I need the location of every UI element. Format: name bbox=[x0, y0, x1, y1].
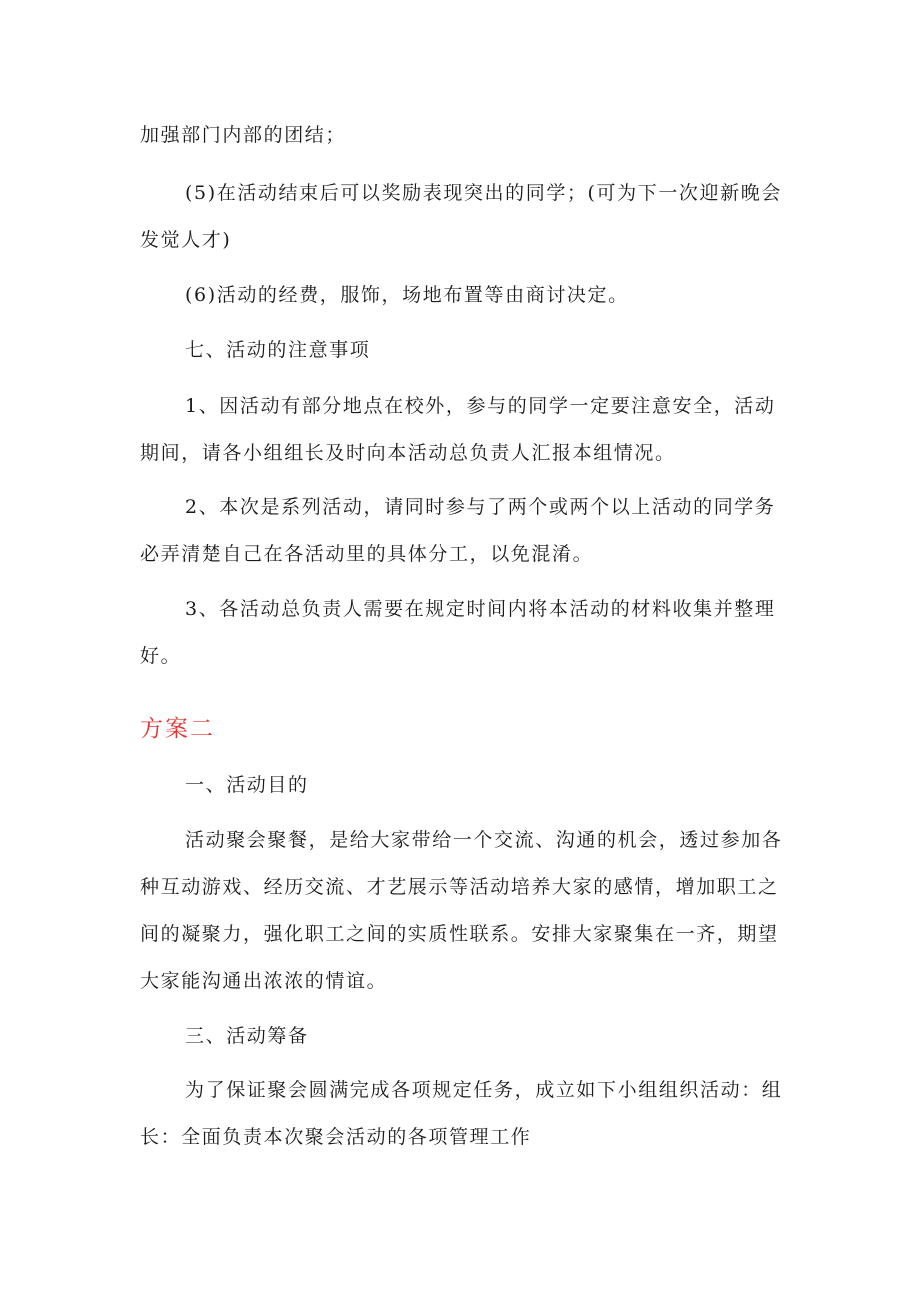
paragraph-item-6: (6)活动的经费，服饰，场地布置等由商讨决定。 bbox=[185, 284, 629, 306]
paragraph-unity: 加强部门内部的团结； bbox=[140, 124, 347, 146]
note-item-3: 3、各活动总负责人需要在规定时间内将本活动的材料收集并整理好。 bbox=[140, 598, 776, 667]
section-heading-preparation: 三、活动筹备 bbox=[185, 1025, 309, 1047]
paragraph-item-5: (5)在活动结束后可以奖励表现突出的同学；(可为下一次迎新晚会发觉人才) bbox=[140, 182, 782, 251]
section-heading-purpose: 一、活动目的 bbox=[185, 774, 309, 796]
note-item-2: 2、本次是系列活动，请同时参与了两个或两个以上活动的同学务必弄清楚自己在各活动里的具体分工，以免混淆。 bbox=[140, 496, 776, 565]
plan-two-title: 方案二 bbox=[140, 716, 215, 742]
note-item-1: 1、因活动有部分地点在校外，参与的同学一定要注意安全，活动期间，请各小组组长及时向本活动总负责人汇报本组情况。 bbox=[140, 395, 776, 464]
paragraph-purpose: 活动聚会聚餐，是给大家带给一个交流、沟通的机会，透过参加各种互动游戏、经历交流、才艺展示等活动培养大家的感情，增加职工之间的凝聚力，强化职工之间的实质性联系。安排大家聚集在一齐，期望大家能沟通出浓浓的情谊。 bbox=[140, 829, 783, 992]
paragraph-preparation: 为了保证聚会圆满完成各项规定任务，成立如下小组组织活动：组长：全面负责本次聚会活动的各项管理工作 bbox=[140, 1079, 783, 1148]
section-heading-notes: 七、活动的注意事项 bbox=[185, 339, 371, 361]
